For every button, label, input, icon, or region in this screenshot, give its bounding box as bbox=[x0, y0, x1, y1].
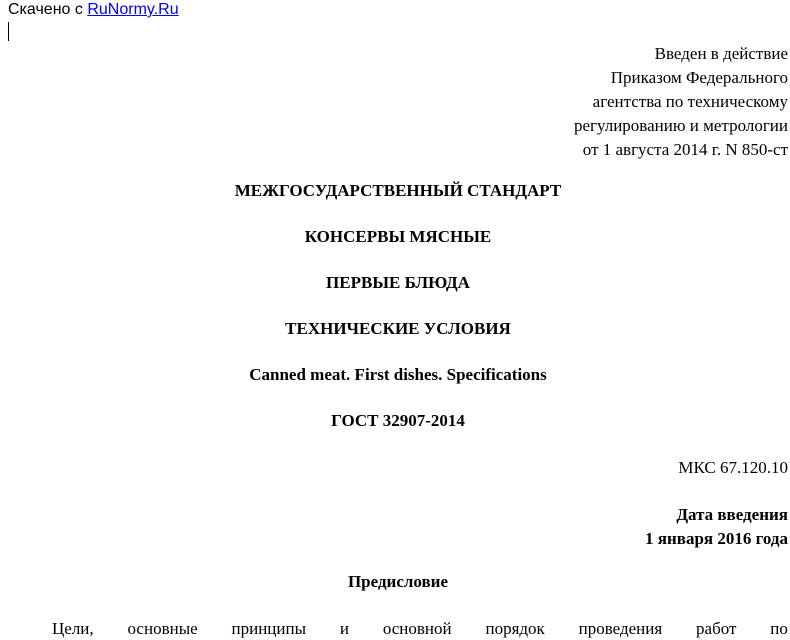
word: основной bbox=[382, 619, 452, 638]
title-line-3: ТЕХНИЧЕСКИЕ УСЛОВИЯ bbox=[285, 319, 511, 338]
title-line-2: ПЕРВЫЕ БЛЮДА bbox=[326, 273, 470, 292]
word: по bbox=[770, 619, 788, 638]
source-line bbox=[8, 0, 179, 19]
enactment-line-1: Введен в действие bbox=[654, 44, 788, 63]
english-title: Canned meat. First dishes. Specifications bbox=[249, 365, 547, 384]
enactment-line-5: от 1 августа 2014 г. N 850-ст bbox=[582, 140, 788, 159]
word: порядок bbox=[485, 619, 545, 638]
foreword-title: Предисловие bbox=[347, 572, 449, 591]
word: и bbox=[339, 619, 349, 638]
word: принципы bbox=[231, 619, 307, 638]
enactment-line-3: агентства по техническому bbox=[592, 92, 788, 111]
effective-date-label: Дата введения bbox=[676, 505, 788, 524]
effective-date-block bbox=[645, 503, 788, 551]
standard-type-heading: МЕЖГОСУДАРСТВЕННЫЙ СТАНДАРТ bbox=[234, 181, 562, 200]
source-link[interactable]: RuNormy.Ru bbox=[87, 1, 179, 18]
title-line-1: КОНСЕРВЫ МЯСНЫЕ bbox=[304, 227, 492, 246]
effective-date-value: 1 января 2016 года bbox=[645, 529, 788, 548]
word: Цели, bbox=[52, 619, 94, 638]
word: работ bbox=[696, 619, 737, 638]
enactment-line-4: регулированию и метрологии bbox=[573, 116, 788, 135]
word: основные bbox=[127, 619, 198, 638]
foreword-paragraph-line bbox=[52, 618, 788, 640]
enactment-block bbox=[574, 42, 788, 162]
gost-number: ГОСТ 32907-2014 bbox=[331, 411, 465, 430]
source-prefix: Скачено с bbox=[8, 1, 83, 18]
enactment-line-2: Приказом Федерального bbox=[610, 68, 788, 87]
mks-code: МКС 67.120.10 bbox=[678, 458, 788, 477]
text-cursor bbox=[8, 22, 9, 41]
word: проведения bbox=[578, 619, 663, 638]
